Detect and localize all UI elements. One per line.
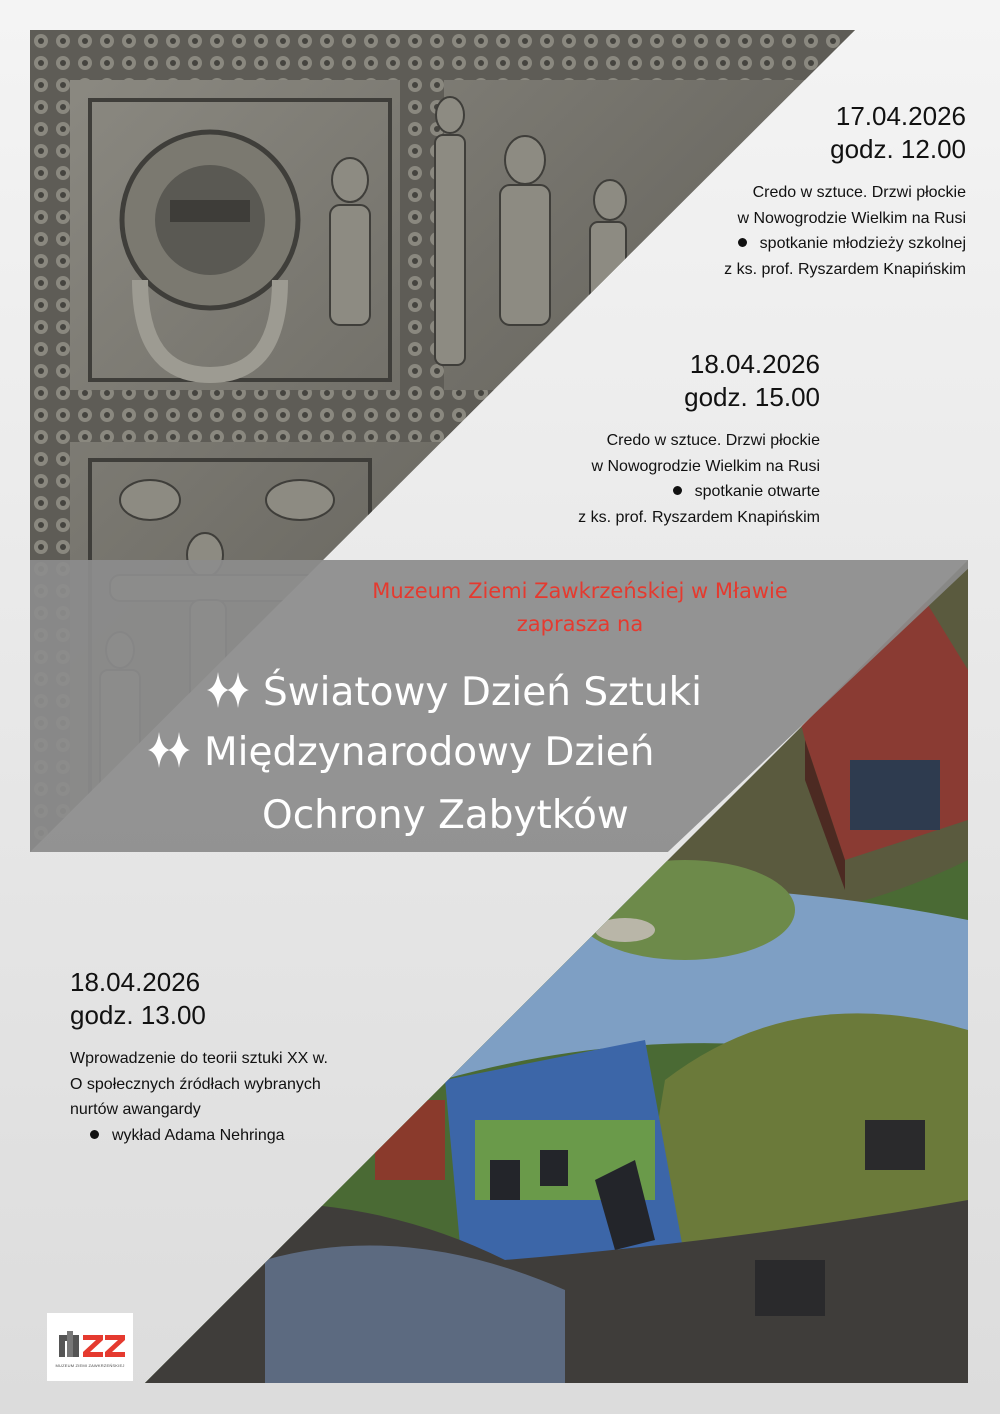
- event-description-line: w Nowogrodzie Wielkim na Rusi: [737, 209, 966, 227]
- event-description-line: Credo w sztuce. Drzwi płockie: [606, 432, 820, 449]
- bullet-icon: [673, 486, 682, 495]
- event-description-line: w Nowogrodzie Wielkim na Rusi: [591, 457, 820, 475]
- title-line-1: [205, 670, 702, 715]
- title-line-2: [146, 730, 654, 775]
- mzz-logo-icon: [47, 1313, 133, 1381]
- event-time: godz. 13.00: [70, 1000, 206, 1030]
- event-bullet-line: [724, 231, 966, 257]
- event-2: [578, 348, 820, 530]
- event-description: [578, 428, 820, 530]
- museum-logo: [47, 1313, 133, 1381]
- event-bullet-line: [578, 479, 820, 505]
- museum-name: Muzeum Ziemi Zawkrzeńskiej w Mławie: [372, 579, 788, 603]
- title-text: Ochrony Zabytków: [262, 793, 629, 838]
- logo-caption: MUZEUM ZIEMI ZAWKRZEŃSKIEJ: [55, 1363, 125, 1368]
- event-bullet-line: [70, 1123, 328, 1149]
- event-bullet-text: spotkanie młodzieży szkolnej: [759, 235, 966, 252]
- event-description-line: O społecznych źródłach wybranych: [70, 1075, 321, 1093]
- event-description: [70, 1046, 328, 1148]
- event-time: godz. 15.00: [684, 382, 820, 412]
- event-time: godz. 12.00: [830, 134, 966, 164]
- event-description: [724, 180, 966, 282]
- invitation-text: [330, 575, 830, 641]
- event-date: 18.04.2026: [70, 967, 201, 997]
- event-date: 18.04.2026: [689, 349, 820, 379]
- title-line-3: [262, 793, 629, 838]
- four-point-star-icon: [205, 670, 251, 710]
- event-date: 17.04.2026: [835, 101, 966, 131]
- title-text: Międzynarodowy Dzień: [204, 730, 655, 775]
- event-bullet-text: spotkanie otwarte: [694, 483, 820, 500]
- event-bullet-text: wykład Adama Nehringa: [112, 1126, 285, 1144]
- event-description-line: z ks. prof. Ryszardem Knapińskim: [578, 508, 820, 526]
- event-description-line: Wprowadzenie do teorii sztuki XX w.: [70, 1050, 328, 1067]
- event-description-line: z ks. prof. Ryszardem Knapińskim: [724, 260, 966, 278]
- bullet-icon: [738, 238, 747, 247]
- invite-phrase: zaprasza na: [516, 612, 644, 636]
- bullet-icon: [90, 1130, 99, 1139]
- event-3: [70, 966, 328, 1148]
- event-description-line: Credo w sztuce. Drzwi płockie: [752, 184, 966, 201]
- four-point-star-icon: [146, 730, 192, 770]
- title-text: Światowy Dzień Sztuki: [263, 670, 703, 715]
- event-description-line: nurtów awangardy: [70, 1101, 201, 1118]
- event-1: [724, 100, 966, 282]
